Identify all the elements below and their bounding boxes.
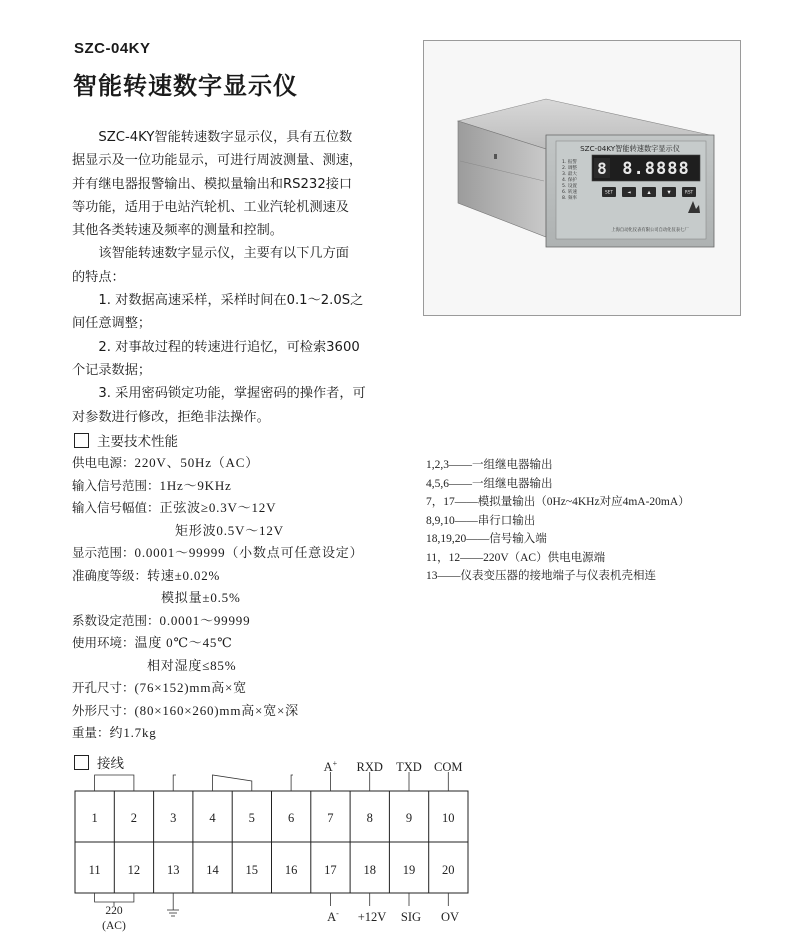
panel-label: 2. 调整 [562,166,578,171]
spec-row: 输入信号范围：1Hz～9KHz [72,477,232,493]
panel-title: SZC-04KY智能转速数字显示仪 [580,144,680,153]
maker-text: 上海自动化仪表有限公司自动化仪表七厂 [611,228,689,233]
terminal-note: 4,5,6——一组继电器输出 [426,477,553,490]
panel-label: 3. 最大 [562,172,578,177]
panel-label: 1. 报警 [562,160,578,165]
terminal-number: 1 [91,811,98,825]
checkbox-square-icon [74,755,89,770]
main-digits: 8.8888 [622,159,690,179]
intro-line: 据显示及一位功能显示，可进行周波测量、测速， [72,153,363,169]
intro-line: 其他各类转速及频率的测量和控制。 [72,223,283,239]
signal-label-com: COM [434,760,463,774]
product-photo [423,40,741,316]
signal-label-a-minus: A- [327,909,339,924]
model-number: SZC-04KY [74,40,151,57]
spec-row: 矩形波0.5V～12V [175,522,284,538]
terminal-number: 2 [130,811,138,825]
intro-line: 的特点： [72,269,125,285]
spec-row: 系数设定范围：0.0001～99999 [72,612,251,628]
spec-row: 外形尺寸：(80×160×260)mm高×宽×深 [72,702,299,718]
intro-line: 1. 对数据高速采样，采样时间在0.1～2.0S之 [98,293,364,309]
specs-heading-text: 主要技术性能 [97,434,178,450]
terminal-number: 13 [166,863,180,877]
intro-line: 2. 对事故过程的转速进行追忆，可检索3600 [98,339,360,355]
spec-row: 输入信号幅值：正弦波≥0.3V～12V [72,500,277,515]
intro-text [72,126,417,429]
terminal-number: 15 [245,863,259,877]
intro-line: 3. 采用密码锁定功能，掌握密码的操作者，可 [98,386,366,402]
button-label: ◄ [627,190,631,196]
intro-line: 等功能，适用于电站汽轮机、工业汽轮机测速及 [72,199,349,215]
terminal-number: 16 [284,863,298,877]
terminal-number: 3 [170,811,177,825]
spec-row: 供电电源：220V、50Hz（AC） [72,455,260,470]
panel-label: 4. 保护 [562,178,578,183]
terminal-number: 4 [209,811,216,825]
spec-row: 模拟量±0.5% [161,590,241,605]
page-title: 智能转速数字显示仪 [73,72,298,100]
terminal-note: 7，17——模拟量输出（0Hz~4KHz对应4mA-20mA） [426,496,690,508]
signal-label-12v: +12V [357,910,387,924]
spec-row: 重量：约1.7kg [72,725,157,740]
terminal-number: 14 [206,863,219,877]
panel-label: 5. 设置 [562,184,578,189]
terminal-number: 11 [88,863,101,877]
terminal-number: 10 [442,811,455,825]
intro-line: 对参数进行修改，拒绝非法操作。 [72,409,270,425]
terminal-notes [426,456,690,586]
terminal-number: 12 [127,863,141,877]
device-illustration [424,41,740,315]
power-label: 220 [105,905,123,917]
signal-label-ov: OV [440,910,460,924]
terminal-number: 7 [327,811,334,825]
terminal-number: 5 [248,811,255,825]
terminal-note: 8,9,10——串行口输出 [426,514,536,527]
panel-label: 8. 频率 [562,196,578,201]
terminal-note: 1,2,3——一组继电器输出 [426,459,553,471]
terminal-number: 19 [402,863,416,877]
wiring-heading-text: 接线 [97,756,124,772]
spec-row: 相对湿度≤85% [147,657,237,673]
button-label: ▼ [667,190,671,196]
terminal-number: 6 [287,811,295,825]
button-label: RST [684,190,694,196]
terminal-block [75,791,468,893]
specs-heading [74,430,178,450]
terminal-number: 9 [405,811,413,825]
spec-row: 准确度等级：转速±0.02% [72,567,221,583]
wiring-leads [95,772,449,916]
button-label: SET [604,190,614,196]
terminal-number: 18 [363,863,376,877]
terminal-note: 18,19,20——信号输入端 [426,533,547,545]
function-digit: 8 [597,159,607,178]
terminal-number: 8 [366,811,373,825]
checkbox-square-icon [74,433,89,448]
wiring-heading [74,752,124,772]
spec-row: 开孔尺寸：(76×152)mm高×宽 [72,680,247,695]
terminal-note: 13——仪表变压器的接地端子与仪表机壳相连 [426,570,656,582]
terminal-number: 17 [324,863,337,877]
power-label-ac: (AC) [102,920,126,932]
intro-line: 间任意调整； [72,316,152,332]
spec-row: 使用环境：温度 0℃～45℃ [72,635,233,650]
signal-label-rxd: RXD [356,760,383,774]
terminal-number: 20 [442,863,455,877]
intro-line: 个记录数据； [72,362,152,378]
button-label: ▲ [647,190,651,196]
intro-line: SZC-4KY智能转速数字显示仪，具有五位数 [98,130,353,145]
spec-row: 显示范围：0.0001～99999（小数点可任意设定） [72,545,364,560]
intro-line: 该智能转速数字显示仪，主要有以下几方面 [98,246,349,262]
signal-label-txd: TXD [396,760,422,774]
signal-label-sig: SIG [400,910,422,924]
panel-label: 6. 转速 [562,190,578,195]
signal-label-a-plus: A+ [323,759,338,774]
intro-line: 并有继电器报警输出、模拟量输出和RS232接口 [72,176,353,192]
terminal-note: 11，12——220V（AC）供电电源端 [426,551,606,564]
